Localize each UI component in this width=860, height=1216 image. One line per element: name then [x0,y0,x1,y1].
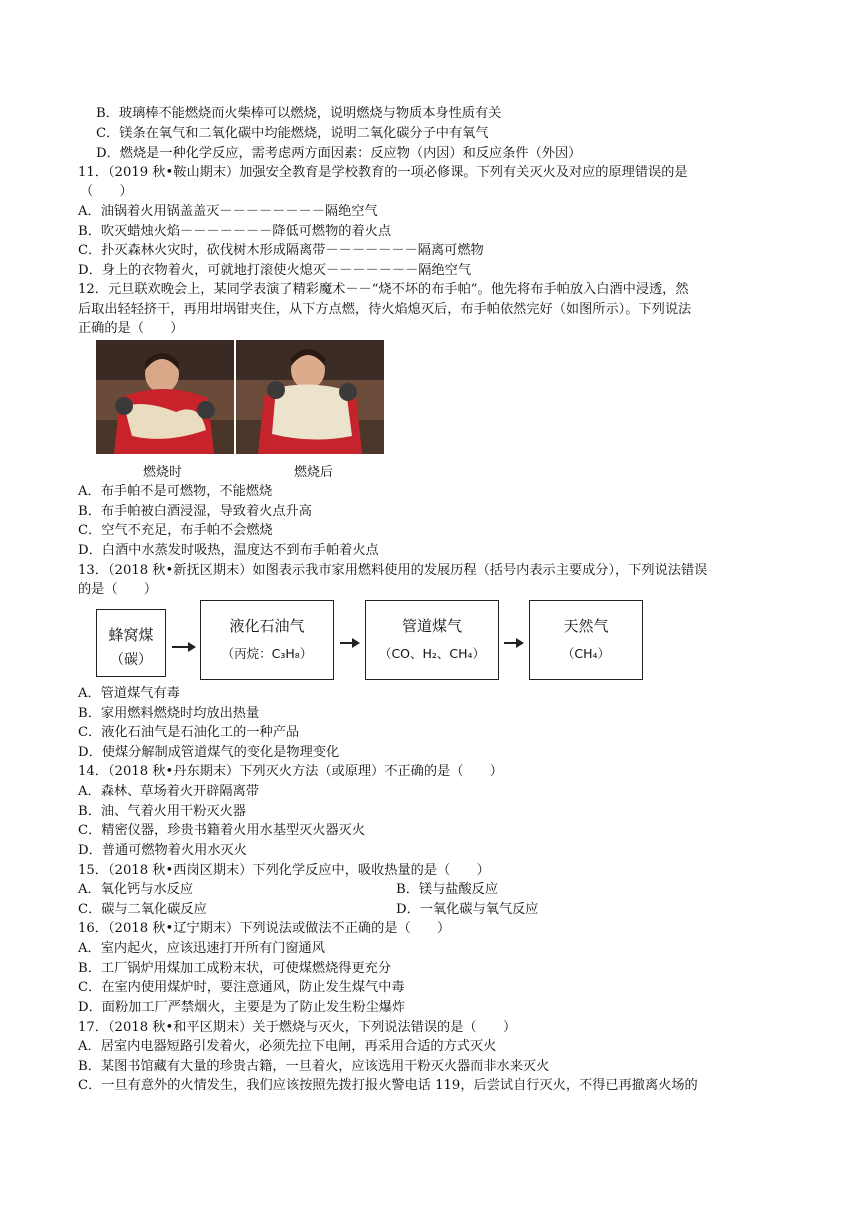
q12-option-b: B．布手帕被白酒浸湿，导致着火点升高 [78,504,312,519]
q17-option-b: B．某图书馆藏有大量的珍贵古籍，一旦着火，应该选用干粉灭火器而非水来灭火 [78,1059,550,1074]
flow-box-name: 蜂窝煤 [108,626,154,644]
q12-option-d: D．白酒中水蒸发时吸热，温度达不到布手帕着火点 [78,543,379,558]
flow-box-name: 管道煤气 [401,617,462,635]
q14-option-a: A．森林、草场着火开辟隔离带 [78,784,259,799]
q16-option-d: D．面粉加工厂严禁烟火，主要是为了防止发生粉尘爆炸 [78,1000,406,1015]
q13-option-c: C．液化石油气是石油化工的一种产品 [78,725,300,740]
q11-option-d: D．身上的衣物着火，可就地打滚使火熄灭－－－－－－－隔绝空气 [78,263,472,278]
q15-stem: 15．（2018 秋•西岗区期末）下列化学反应中，吸收热量的是（ ） [78,863,490,878]
flow-box-pipeline-gas [365,600,499,680]
q16-option-a: A．室内起火，应该迅速打开所有门窗通风 [78,941,325,956]
burning-handkerchief-photo [96,340,234,454]
q12-stem-line3: 正确的是（ ） [78,321,184,336]
q13-option-b: B．家用燃料燃烧时均放出热量 [78,706,260,721]
flow-arrow [172,646,194,648]
q13-stem-line2: 的是（ ） [78,582,158,597]
q12-stem-line2: 后取出轻轻挤干，再用坩埚钳夹住，从下方点燃，待火焰熄灭后，布手帕依然完好（如图所示）。下列说法 [78,302,692,317]
flow-box-detail: （CO、H₂、CH₄） [378,646,486,661]
q11-option-b: B．吹灭蜡烛火焰－－－－－－－降低可燃物的着火点 [78,224,392,239]
caption-after-burning: 燃烧后 [294,465,334,480]
flow-box-natural-gas [529,600,643,680]
q11-option-c: C．扑灭森林火灾时，砍伐树木形成隔离带－－－－－－－隔离可燃物 [78,243,484,258]
after-burning-handkerchief-photo [236,340,384,454]
q13-stem-line1: 13．（2018 秋•新抚区期末）如图表示我市家用燃料使用的发展历程（括号内表示主要成分），下列说法错误 [78,563,708,578]
q14-stem: 14．（2018 秋•丹东期末）下列灭火方法（或原理）不正确的是（ ） [78,764,503,779]
q14-option-d: D．普通可燃物着火用水灭火 [78,843,247,858]
q11-option-a: A．油锅着火用锅盖盖灭－－－－－－－－隔绝空气 [78,204,378,219]
q10-option-c: C．镁条在氧气和二氧化碳中均能燃烧，说明二氧化碳分子中有氧气 [96,126,489,141]
q15-option-c: C．碳与二氧化碳反应 [78,902,207,917]
flow-box-detail: （丙烷：C₃H₈） [221,646,313,661]
flow-box-detail: （碳） [110,652,152,668]
q16-option-b: B．工厂锅炉用煤加工成粉末状，可使煤燃烧得更充分 [78,961,392,976]
q14-option-b: B．油、气着火用干粉灭火器 [78,804,246,819]
q17-option-a: A．居室内电器短路引发着火，必须先拉下电闸，再采用合适的方式灭火 [78,1039,497,1054]
q10-option-d: D．燃烧是一种化学反应，需考虑两方面因素：反应物（内因）和反应条件（外因） [96,146,582,161]
q12-option-a: A．布手帕不是可燃物，不能燃烧 [78,484,273,499]
caption-burning: 燃烧时 [143,465,183,480]
q13-option-a: A．管道煤气有毒 [78,686,180,701]
q16-stem: 16．（2018 秋•辽宁期末）下列说法或做法不正确的是（ ） [78,921,451,936]
flow-arrow [504,642,522,644]
q16-option-c: C．在室内使用煤炉时，要注意通风，防止发生煤气中毒 [78,980,405,995]
q10-option-b: B．玻璃棒不能燃烧而火柴棒可以燃烧，说明燃烧与物质本身性质有关 [96,106,502,121]
q15-option-b: B．镁与盐酸反应 [396,882,499,897]
flow-box-honeycomb-coal [96,609,166,677]
q13-option-d: D．使煤分解制成管道煤气的变化是物理变化 [78,745,340,760]
q15-option-d: D．一氧化碳与氧气反应 [396,902,539,917]
q11-stem: 11．（2019 秋•鞍山期末）加强安全教育是学校教育的一项必修课。下列有关灭火及对应的原理错误的是 [78,165,688,180]
flow-box-lpg [200,600,334,680]
q12-option-c: C．空气不充足，布手帕不会燃烧 [78,523,273,538]
flow-arrow [340,642,358,644]
q17-option-c: C．一旦有意外的火情发生，我们应该按照先拨打报火警电话 119，后尝试自行灭火，不得已再撤离火场的 [78,1078,698,1093]
flow-box-detail: （CH₄） [561,646,611,661]
q14-option-c: C．精密仪器，珍贵书籍着火用水基型灭火器灭火 [78,823,366,838]
q11-stem-bracket: （ ） [80,184,133,199]
q15-option-a: A．氧化钙与水反应 [78,882,194,897]
flow-box-name: 液化石油气 [229,617,305,635]
flow-box-name: 天然气 [563,617,609,635]
q12-stem-line1: 12．元旦联欢晚会上，某同学表演了精彩魔术－－“烧不坏的布手帕”。他先将布手帕放入白酒中浸透，然 [78,282,689,297]
q17-stem: 17．（2018 秋•和平区期末）关于燃烧与灭火，下列说法错误的是（ ） [78,1020,517,1035]
